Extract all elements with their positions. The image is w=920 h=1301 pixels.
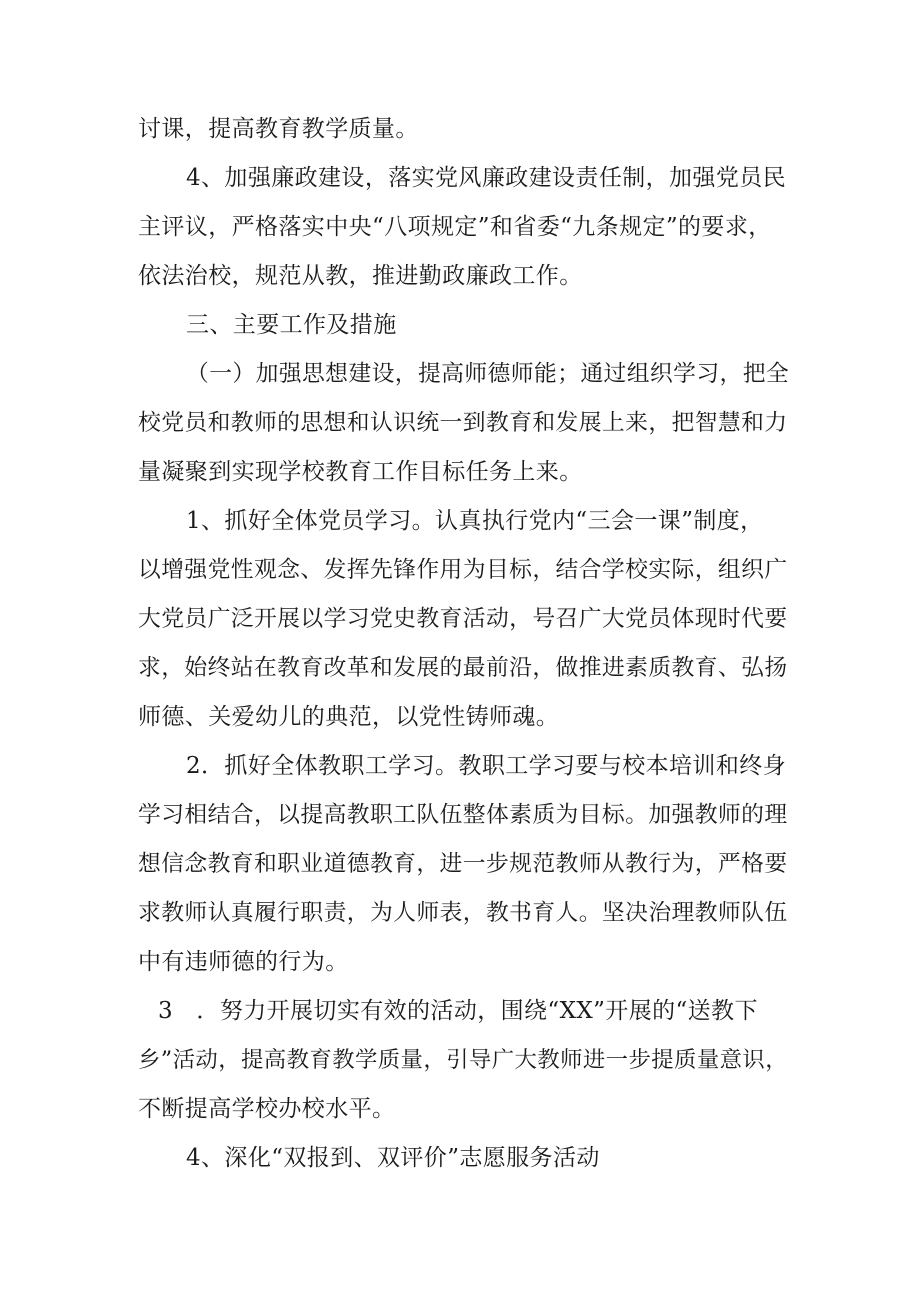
text-line: 师德、关爱幼儿的典范，以党性铸师魂。 bbox=[138, 704, 560, 730]
text-line: 学习相结合，以提高教职工队伍整体素质为目标。加强教师的理 bbox=[138, 802, 788, 828]
text-line: 3 ．努力开展切实有效的活动，围绕“XX”开展的“送教下 bbox=[158, 998, 758, 1024]
text-line: 2．抓好全体教职工学习。教职工学习要与校本培训和终身 bbox=[186, 753, 787, 779]
text-line: 4、加强廉政建设，落实党风廉政建设责任制，加强党员民 bbox=[186, 165, 787, 191]
text-line: 主评议，严格落实中央“八项规定”和省委“九条规定”的要求， bbox=[138, 214, 772, 240]
text-line: 中有违师德的行为。 bbox=[138, 949, 349, 975]
text-line: 1、抓好全体党员学习。认真执行党内“三会一课”制度， bbox=[186, 508, 764, 534]
text-line: 依法治校，规范从教，推进勤政廉政工作。 bbox=[138, 263, 583, 289]
text-line: 以增强党性观念、发挥先锋作用为目标，结合学校实际，组织广 bbox=[138, 557, 788, 583]
text-line: 大党员广泛开展以学习党史教育活动，号召广大党员体现时代要 bbox=[138, 606, 788, 632]
subsection-heading: （一）加强思想建设，提高师德师能；通过组织学习，把全 bbox=[186, 361, 790, 387]
text-line: 乡”活动，提高教育教学质量，引导广大教师进一步提质量意识， bbox=[138, 1047, 788, 1073]
text-line: 4、深化“双报到、双评价”志愿服务活动 bbox=[186, 1145, 600, 1171]
text-line: 求教师认真履行职责，为人师表，教书育人。坚决治理教师队伍 bbox=[138, 900, 788, 926]
text-line: 求，始终站在教育改革和发展的最前沿，做推进素质教育、弘扬 bbox=[138, 655, 788, 681]
text-line: 讨课，提高教育教学质量。 bbox=[138, 116, 419, 142]
text-line: 想信念教育和职业道德教育，进一步规范教师从教行为，严格要 bbox=[138, 851, 788, 877]
text-line: 不断提高学校办校水平。 bbox=[138, 1096, 396, 1122]
text-line: 校党员和教师的思想和认识统一到教育和发展上来，把智慧和力 bbox=[138, 410, 788, 436]
text-line: 量凝聚到实现学校教育工作目标任务上来。 bbox=[138, 459, 583, 485]
section-heading: 三、主要工作及措施 bbox=[186, 312, 397, 338]
